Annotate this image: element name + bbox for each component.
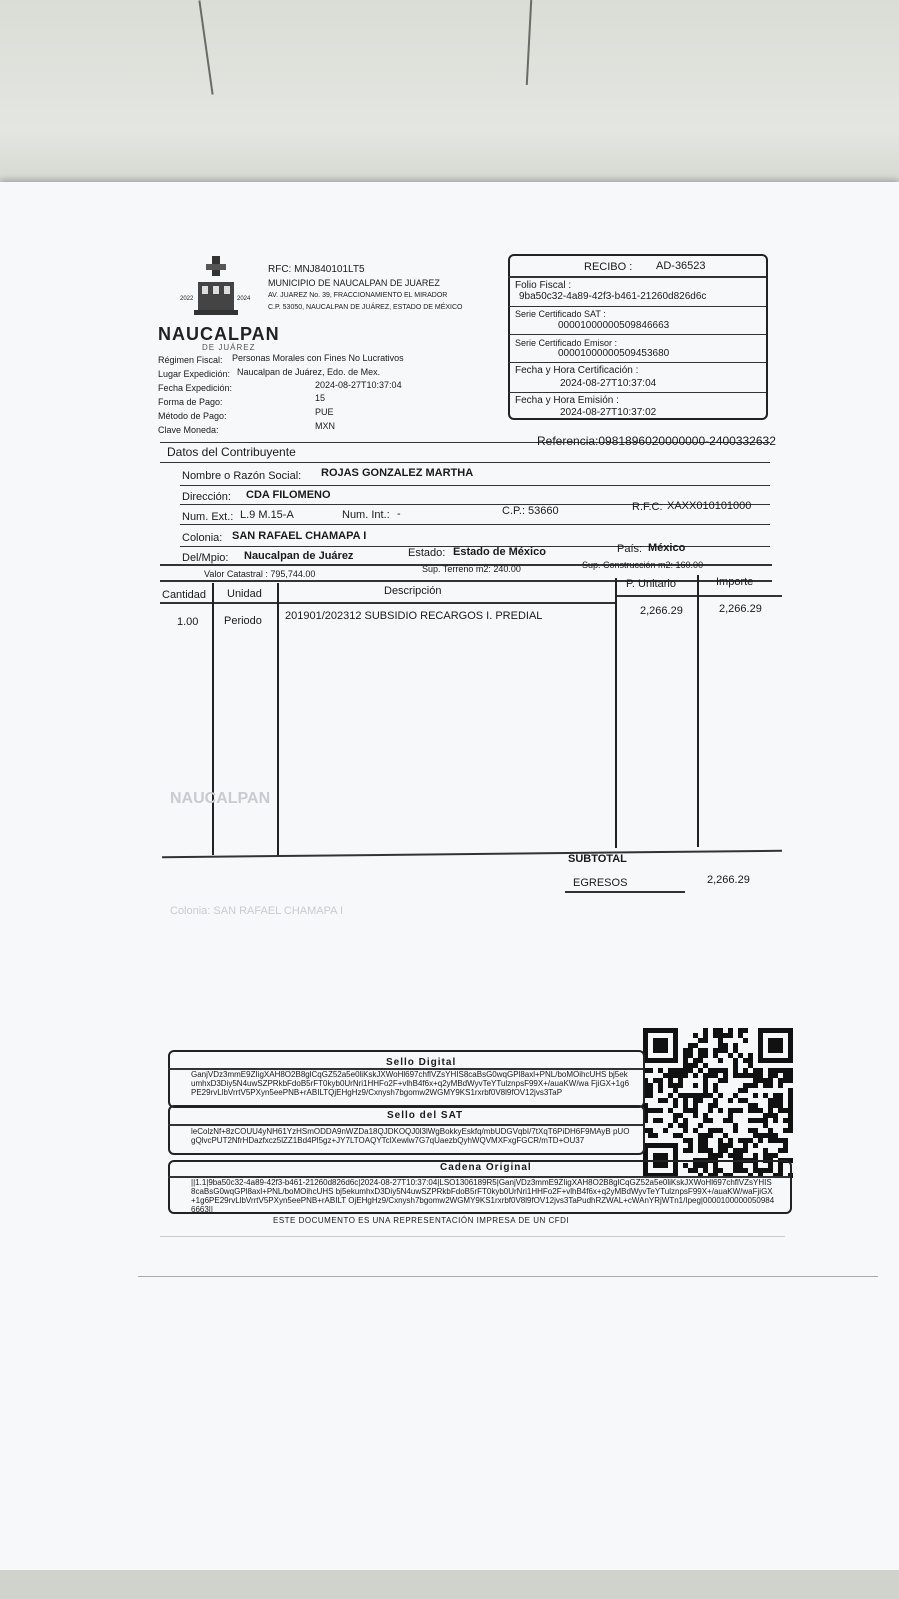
table-col-divider [697,575,699,847]
nombre-label: Nombre o Razón Social: [182,470,302,482]
moneda-label: Clave Moneda: [158,425,219,435]
wall-background [0,0,899,185]
referencia: Referencia:0981896020000000-2400332632 [537,434,776,448]
valor-catastral: Valor Catastral : 795,744.00 [204,569,316,579]
bleed-through-text: Colonia: SAN RAFAEL CHAMAPA I [170,905,344,917]
cert-date-label: Fecha y Hora Certificación : [515,365,639,376]
issuer-address-line2: C.P. 53050, NAUCALPAN DE JUÁREZ, ESTADO DE MÉXICO [268,304,463,311]
recibo-divider [508,334,766,335]
lugar-value: Naucalpan de Juárez, Edo. de Mex. [237,367,381,377]
issuer-name: MUNICIPIO DE NAUCALPAN DE JUAREZ [268,278,440,288]
col-header-p-unitario: P. Unitario [626,578,676,590]
colonia-value: SAN RAFAEL CHAMAPA I [232,530,367,542]
egresos-value: 2,266.29 [707,874,750,886]
sello-sat-title: Sello del SAT [387,1110,464,1121]
direccion-value: CDA FILOMENO [246,489,331,501]
direccion-label: Dirección: [182,491,231,503]
col-header-unidad: Unidad [227,588,262,600]
logo-year-left: 2022 [180,296,194,302]
estado-label: Estado: [408,547,446,559]
row-line [160,580,772,582]
rfc-label: R.F.C: [632,501,663,513]
cert-date-value: 2024-08-27T10:37:04 [560,378,657,389]
issuer-address-line1: AV. JUAREZ No. 39, FRACCIONAMIENTO EL MIRADOR [268,292,448,299]
floor-background [0,1570,899,1599]
sup-terreno: Sup. Terreno m2: 240.00 [422,564,521,574]
num-int-label: Num. Int.: [342,509,390,521]
wall-crack [526,0,532,85]
row-descripcion: 201901/202312 SUBSIDIO RECARGOS I. PREDIAL [285,610,543,622]
municipal-logo [176,252,256,322]
recibo-divider [508,392,766,393]
moneda-value: MXN [315,421,335,431]
logo-subtitle: DE JUÁREZ [202,343,256,352]
serie-emisor-value: 00001000000509453680 [558,348,670,359]
qr-code [643,1028,793,1178]
subtotal-label: SUBTOTAL [568,853,627,865]
sello-digital-text: GanjVDz3mmE9ZIigXAH8O2B8glCqGZ52a5e0liKskJXWoHl697chflVZsYHIS8caBsG0wqGPl8axl+PNL/boMOihcUHS bj5ekumhxD3Diy5N4uwSZPRkbFdoB5rFT0kyb0UrNri1HHFo2F+vlhB4f6x+q2yMBdWyvTeYTulznpsF99X+/auaKW/wa FjiGX+1g6PE29rvLlbVrrtV5PXyn5eePNB+rABILTQjEHgHz9/Cxnysh7bgomw2WGMY9KS1rxrbf0V8l9fOV12jvs3TaP [191,1070,630,1097]
row-line [180,524,770,525]
section-line [160,462,770,463]
recibo-number: AD-36523 [656,260,706,272]
fecha-label: Fecha Expedición: [158,383,233,393]
estado-value: Estado de México [453,546,546,558]
serie-sat-label: Serie Certificado SAT : [515,309,606,319]
cadena-original-title: Cadena Original [440,1162,532,1173]
contribuyente-section-title: Datos del Contribuyente [167,445,296,459]
bleed-through-text: NAUCALPAN [170,790,271,807]
sello-sat-text: leColzNf+8zCOUU4yNH61YzHSmODDA9nWZDa18QJDKOQJ0l3lWgBokkyEskfq/mbUDGVqbI/7tXqT6PiDH6F9MAyB pUOgQlvcPUT2NfrHDazfxcz5lZZ1Bd4Pl5gz+JY7LTOAQYTclXewlw7G7qUaezbQyhWQVMXFxgFGCR/mTD+OU37 [191,1127,630,1145]
building-icon [176,252,256,322]
cadena-original-text: ||1.1|9ba50c32-4a89-42f3-b461-21260d826d6c|2024-08-27T10:37:04|LSO1306189R5|GanjVDz3mmE9ZIigXAH8O2B8glCqGZ52a5e0liKskJXWoHl697chflVZsYHIS8caBsG0wqGPl8axl+PNL/boMOihcUHS bj5ekumhxD3Diy5N4uwSZPRkbFdoB5rFT0kyb0UrNri1HHFo2F+vlhB4f6x+q2yMBdWyvTeYTulznpsF99X+/auaKW/waFjiGX+1g6PE29rvLlbVrrtV5PXyn5eePNB+rABILT OjEHgHz9/Cxnysh7bgomw2WGMY9KS1rxrbf0V8l9fOV12jvs3TaPudhRZWAL+cWAnYRjWTn1/Ipeg|00001000000509846663|| [191,1178,775,1214]
recibo-label: RECIBO : [584,261,633,273]
num-ext-label: Num. Ext.: [182,511,234,523]
folio-fiscal-value: 9ba50c32-4a89-42f3-b461-21260d826d6c [519,291,707,302]
table-header-line [160,602,615,604]
row-line [180,485,770,486]
metodo-pago-label: Método de Pago: [158,411,227,421]
recibo-divider [508,276,766,278]
cp-value: 53660 [528,505,559,517]
recibo-divider [508,306,766,307]
num-ext-value: L.9 M.15-A [240,509,294,521]
emision-date-value: 2024-08-27T10:37:02 [560,407,657,418]
egresos-label: EGRESOS [573,877,628,889]
row-cantidad: 1.00 [177,616,199,628]
footer-fold-line [160,1236,785,1237]
table-col-divider [212,583,214,855]
delmpio-value: Naucalpan de Juárez [244,550,354,562]
sello-divider [168,1124,643,1126]
footer-fold-line [138,1276,878,1277]
col-header-descripcion: Descripción [384,585,442,597]
fecha-value: 2024-08-27T10:37:04 [315,380,402,390]
folio-fiscal-label: Folio Fiscal : [515,280,572,291]
forma-pago-label: Forma de Pago: [158,397,223,407]
pais-label: País: [617,543,643,555]
num-int-value: - [397,508,401,520]
delmpio-label: Del/Mpio: [182,552,229,564]
row-unidad: Periodo [224,615,262,627]
colonia-label: Colonia: [182,532,223,544]
row-importe: 2,266.29 [719,603,762,615]
recibo-divider [508,362,766,363]
metodo-pago-value: PUE [315,407,334,417]
qr-code-icon [643,1028,793,1178]
wall-crack [198,0,213,94]
sup-construccion: Sup. Construcción m2: 160.00 [582,560,704,570]
regimen-value: Personas Morales con Fines No Lucrativos [232,353,404,363]
emision-date-label: Fecha y Hora Emisión : [515,395,619,406]
pais-value: México [648,542,686,554]
rfc-value: XAXX010101000 [667,500,752,512]
logo-year-right: 2024 [237,296,251,302]
serie-sat-value: 00001000000509846663 [558,320,670,331]
forma-pago-value: 15 [315,393,326,403]
col-header-cantidad: Cantidad [162,589,207,601]
cfdi-footer-note: ESTE DOCUMENTO ES UNA REPRESENTACIÓN IMPRESA DE UN CFDI [273,1216,570,1225]
nombre-value: ROJAS GONZALEZ MARTHA [321,467,474,479]
table-col-divider [277,583,279,855]
sello-digital-title: Sello Digital [386,1057,457,1068]
col-header-importe: Importe [716,576,754,588]
lugar-label: Lugar Expedición: [158,369,231,379]
logo-name: NAUCALPAN [158,324,280,344]
row-p-unitario: 2,266.29 [640,605,683,617]
table-col-divider [615,578,617,848]
regimen-label: Régimen Fiscal: [158,355,223,365]
totals-line [565,891,685,893]
cp-label: C.P.: [502,505,526,517]
issuer-rfc: RFC: MNJ840101LT5 [268,264,365,275]
serie-emisor-label: Serie Certificado Emisor : [515,338,618,348]
